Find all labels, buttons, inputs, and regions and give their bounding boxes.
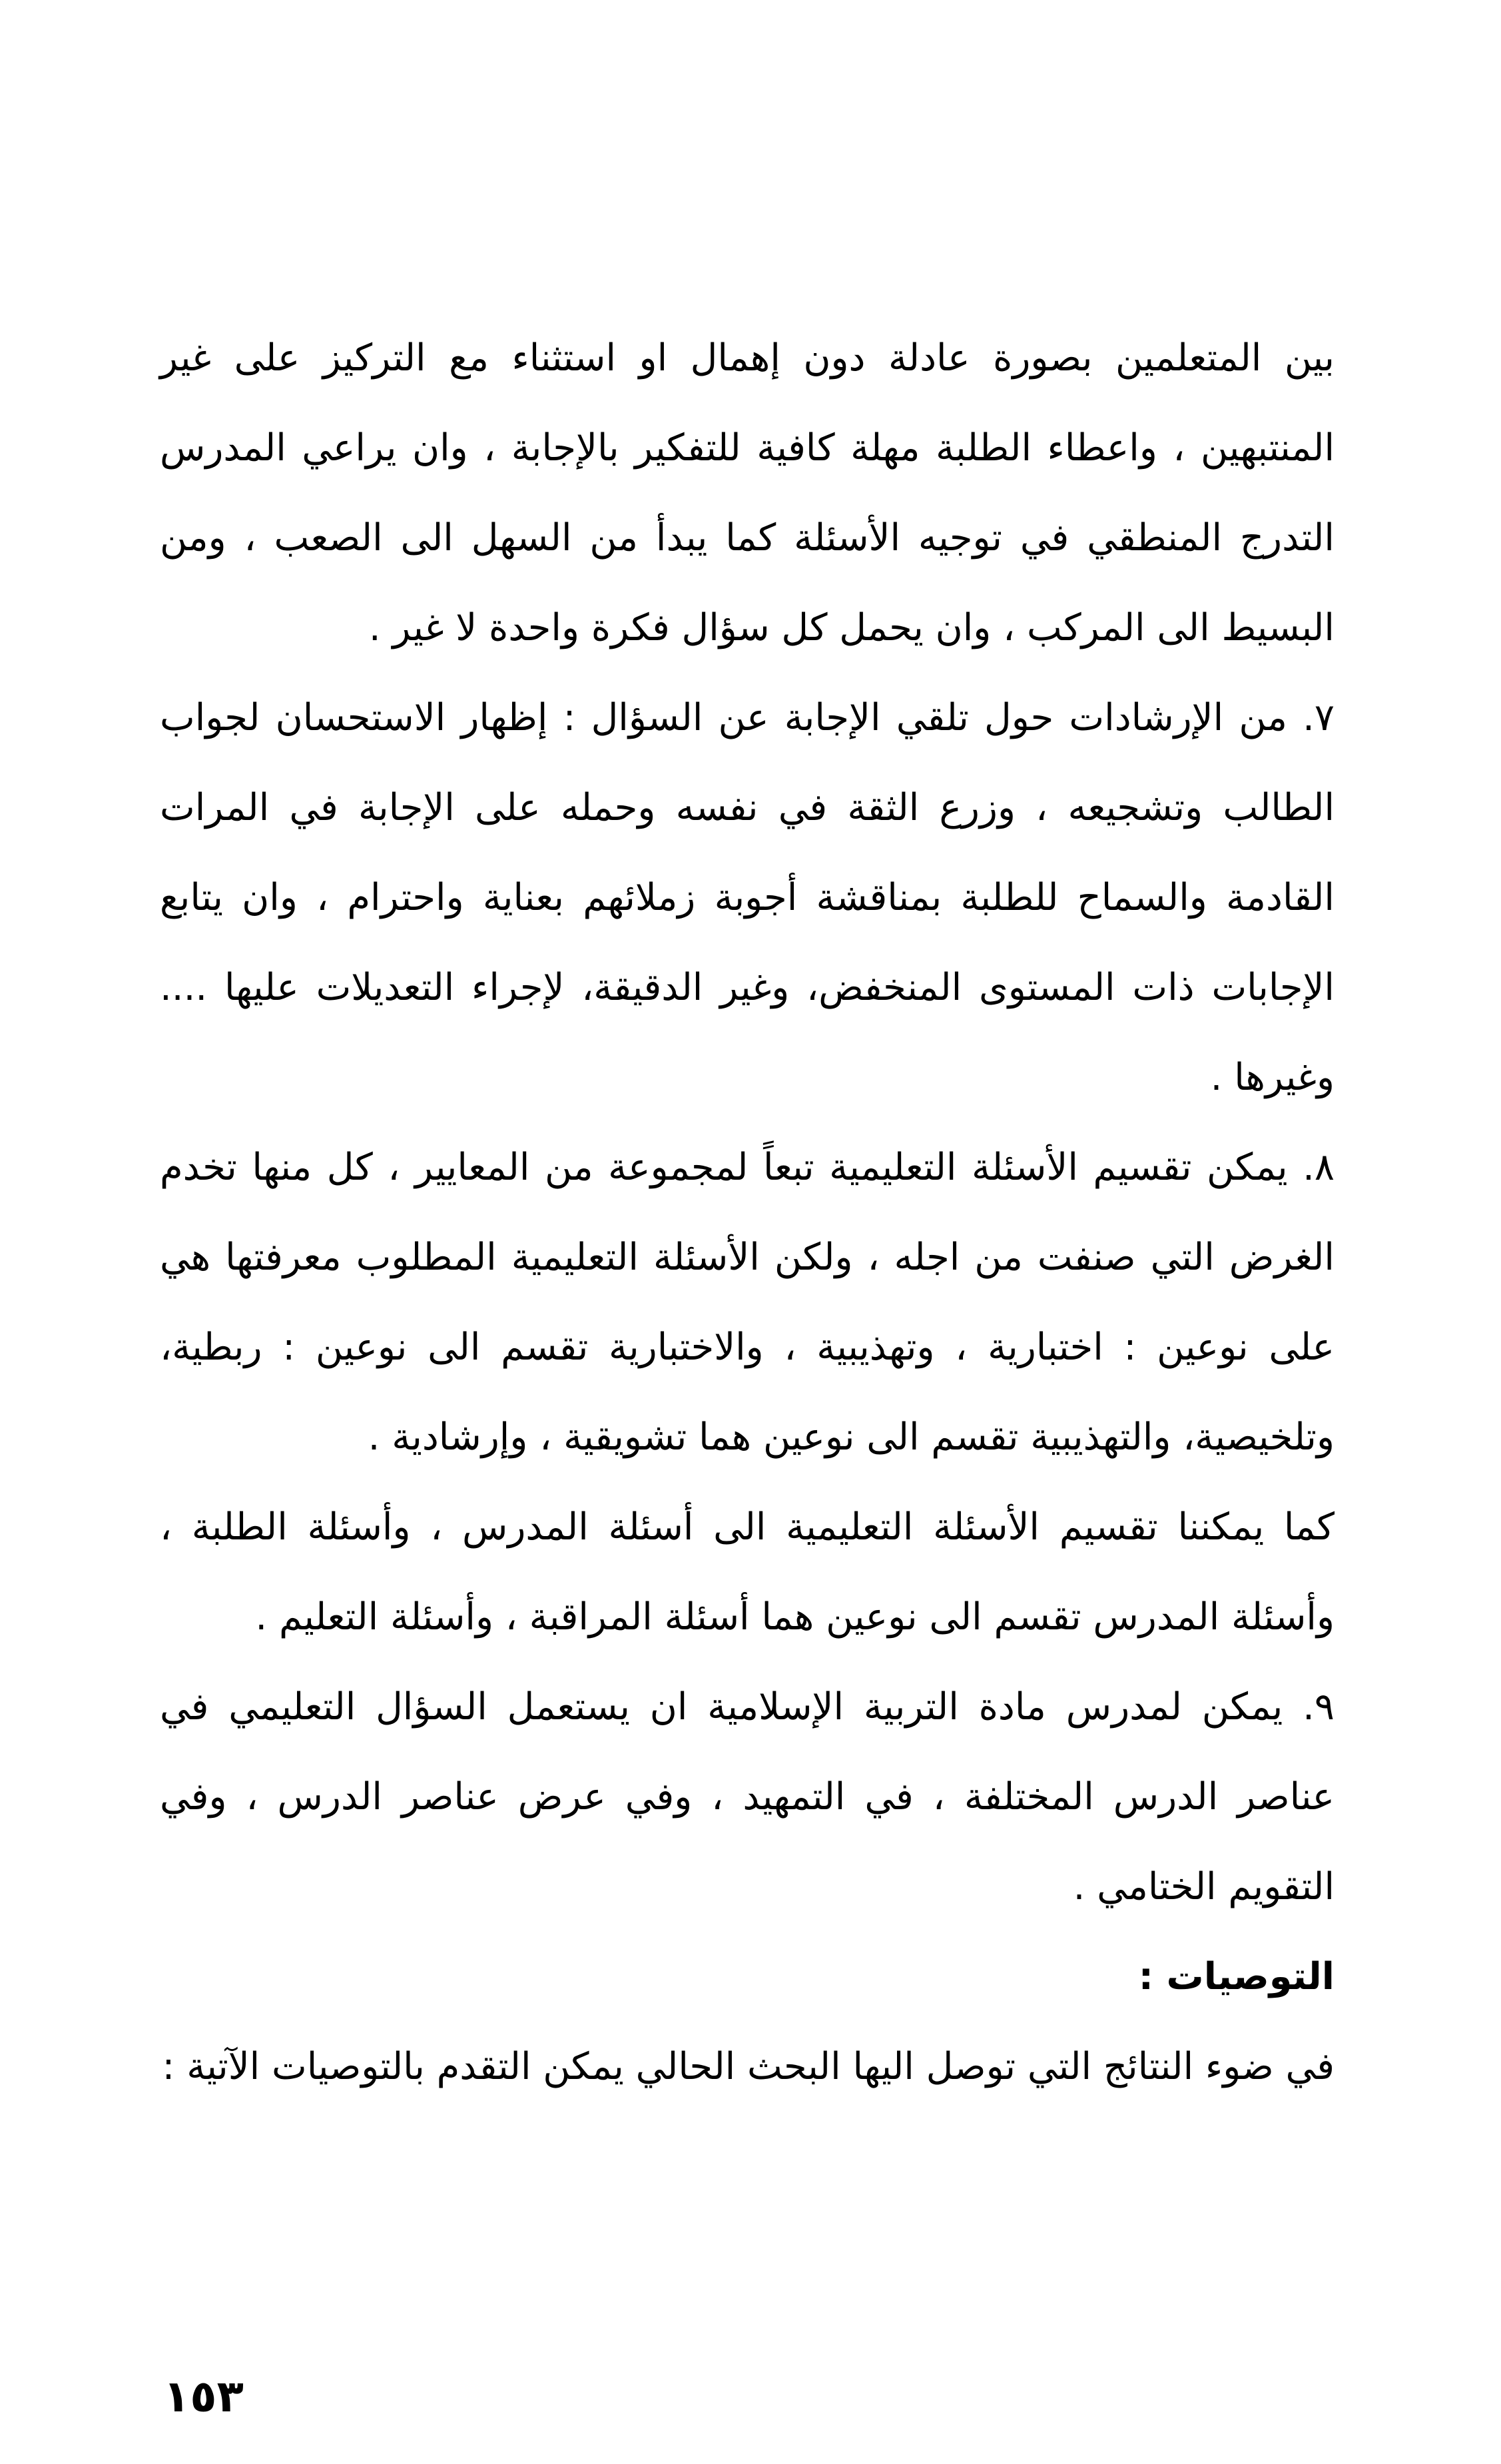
paragraph-question-classification: ٨. يمكن تقسيم الأسئلة التعليمية تبعاً لمجموعة من المعايير ، كل منها تخدم الغرض التي صنفت من اجله ، ولكن الأسئلة التعليمية المطلوب معرفتها هي على نوعين : اختبارية ، وتهذيبية ، والاختبارية تقسم الى نوعين : ربطية، وتلخيصية، والتهذيبية تقسم الى نوعين هما تشويقية ، وإرشادية . [160, 1146, 1335, 1459]
paragraph-questioning-fairness: بين المتعلمين بصورة عادلة دون إهمال او استثناء مع التركيز على غير المنتبهين ، واعطاء الطلبة مهلة كافية للتفكير بالإجابة ، وان يراعي المدرس التدرج المنطقي في توجيه الأسئلة كما يبدأ من السهل الى الصعب ، ومن البسيط الى المركب ، وان يحمل كل سؤال فكرة واحدة لا غير . [160, 336, 1335, 649]
page-number: ١٥٣ [163, 2371, 244, 2422]
section-heading-recommendations: التوصيات : [1138, 1955, 1335, 1998]
paragraph-recommendations-intro: في ضوء النتائج التي توصل اليها البحث الحالي يمكن التقدم بالتوصيات الآتية : [162, 2045, 1335, 2088]
paragraph-teacher-student-questions: كما يمكننا تقسيم الأسئلة التعليمية الى أسئلة المدرس ، وأسئلة الطلبة ، وأسئلة المدرس تقسم الى نوعين هما أسئلة المراقبة ، وأسئلة التعليم . [160, 1505, 1335, 1639]
paragraph-islamic-education-usage: ٩. يمكن لمدرس مادة التربية الإسلامية ان يستعمل السؤال التعليمي في عناصر الدرس المختلفة ، في التمهيد ، وفي عرض عناصر الدرس ، وفي التقويم الختامي . [160, 1685, 1335, 1908]
body-text [160, 313, 1335, 2112]
paragraph-guidance-answer-receipt: ٧. من الإرشادات حول تلقي الإجابة عن السؤال : إظهار الاستحسان لجواب الطالب وتشجيعه ، وزرع الثقة في نفسه وحمله على الإجابة في المرات القادمة والسماح للطلبة بمناقشة أجوبة زملائهم بعناية واحترام ، وان يتابع الإجابات ذات المستوى المنخفض، وغير الدقيقة، لإجراء التعديلات عليها .... وغيرها . [160, 696, 1335, 1099]
